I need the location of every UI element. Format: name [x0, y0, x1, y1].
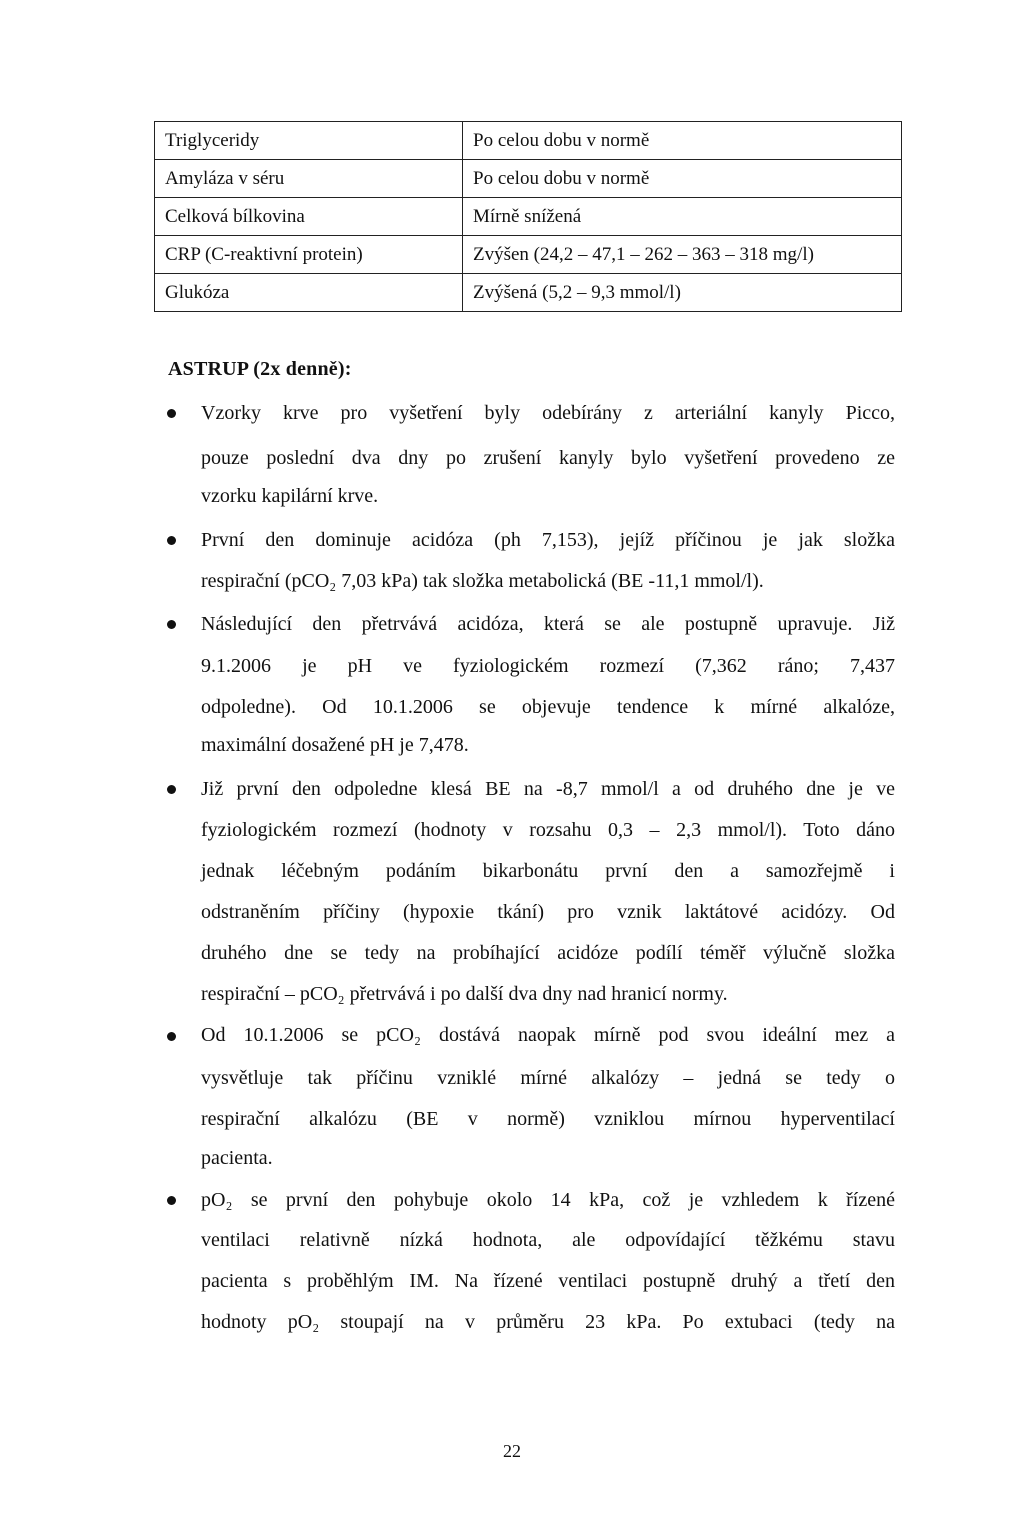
bullet-icon [167, 536, 176, 545]
table-row [155, 160, 902, 198]
text-line: odpoledne). Od 10.1.2006 se objevuje tendence k mírné alkalóze, [201, 696, 895, 718]
text-line: hodnoty pO₂ stoupají na v průměru 23 kPa. Po extubaci (tedy na [201, 1311, 895, 1333]
bullet-icon [167, 1196, 176, 1205]
table-row [155, 198, 902, 236]
table-row [155, 236, 902, 274]
page-number: 22 [503, 1441, 521, 1461]
table-cell-value: Zvýšená (5,2 – 9,3 mmol/l) [463, 274, 902, 312]
text-line: maximální dosažené pH je 7,478. [201, 734, 469, 756]
table-cell-value: Zvýšen (24,2 – 47,1 – 262 – 363 – 318 mg/l) [463, 236, 902, 274]
text-line: 9.1.2006 je pH ve fyziologickém rozmezí (7,362 ráno; 7,437 [201, 655, 895, 677]
table-cell-label: Triglyceridy [155, 122, 463, 160]
bullet-icon [167, 785, 176, 794]
text-line: vysvětluje tak příčinu vzniklé mírné alkalózy – jedná se tedy o [201, 1067, 895, 1089]
text-line: pouze poslední dva dny po zrušení kanyly bylo vyšetření provedeno ze [201, 447, 895, 469]
table-row [155, 122, 902, 160]
lab-results-table [154, 121, 902, 312]
section-heading: ASTRUP (2x denně): [168, 358, 352, 380]
text-line: První den dominuje acidóza (ph 7,153), jejíž příčinou je jak složka [201, 529, 895, 551]
text-line: respirační alkalózu (BE v normě) vzniklou mírnou hyperventilací [201, 1108, 895, 1130]
table-cell-label: CRP (C-reaktivní protein) [155, 236, 463, 274]
text-line: ventilaci relativně nízká hodnota, ale odpovídající těžkému stavu [201, 1229, 895, 1251]
bullet-icon [167, 620, 176, 629]
text-line: Vzorky krve pro vyšetření byly odebírány z arteriální kanyly Picco, [201, 402, 895, 424]
table-cell-value: Po celou dobu v normě [463, 160, 902, 198]
table-cell-value: Mírně snížená [463, 198, 902, 236]
text-line: respirační – pCO₂ přetrvává i po další dva dny nad hranicí normy. [201, 983, 728, 1005]
text-line: jednak léčebným podáním bikarbonátu první den a samozřejmě i [201, 860, 895, 882]
text-line: Od 10.1.2006 se pCO₂ dostává naopak mírně pod svou ideální mez a [201, 1024, 895, 1046]
table-row [155, 274, 902, 312]
text-line: fyziologickém rozmezí (hodnoty v rozsahu 0,3 – 2,3 mmol/l). Toto dáno [201, 819, 895, 841]
text-line: pacienta s proběhlým IM. Na řízené ventilaci postupně druhý a třetí den [201, 1270, 895, 1292]
text-line: Následující den přetrvává acidóza, která se ale postupně upravuje. Již [201, 613, 895, 635]
text-line: pO₂ se první den pohybuje okolo 14 kPa, což je vzhledem k řízené [201, 1189, 895, 1211]
bullet-icon [167, 409, 176, 418]
text-line: druhého dne se tedy na probíhající acidóze podílí téměř výlučně složka [201, 942, 895, 964]
text-line: vzorku kapilární krve. [201, 485, 379, 507]
table-cell-label: Celková bílkovina [155, 198, 463, 236]
bullet-icon [167, 1032, 176, 1041]
table-cell-label: Amyláza v séru [155, 160, 463, 198]
text-line: Již první den odpoledne klesá BE na -8,7 mmol/l a od druhého dne je ve [201, 778, 895, 800]
text-line: respirační (pCO₂ 7,03 kPa) tak složka metabolická (BE -11,1 mmol/l). [201, 570, 764, 592]
text-line: pacienta. [201, 1147, 273, 1169]
text-line: odstraněním příčiny (hypoxie tkání) pro vznik laktátové acidózy. Od [201, 901, 895, 923]
table-cell-label: Glukóza [155, 274, 463, 312]
table-cell-value: Po celou dobu v normě [463, 122, 902, 160]
